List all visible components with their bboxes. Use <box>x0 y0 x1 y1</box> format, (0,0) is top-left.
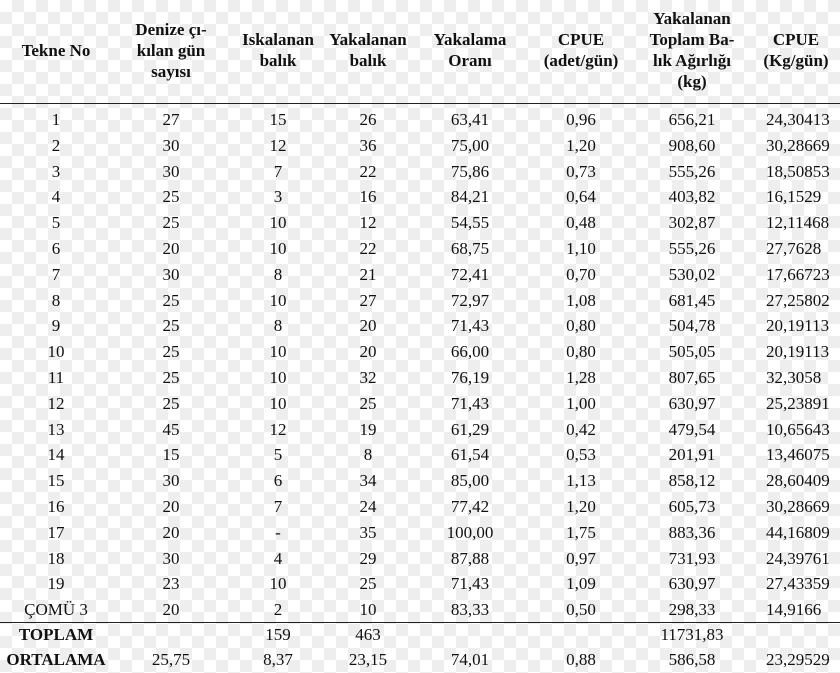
table-cell: 30,28669 <box>766 135 830 155</box>
summary-cell <box>410 622 530 648</box>
table-cell: 24,30413 <box>766 110 830 129</box>
table-cell: 19 <box>359 419 377 439</box>
summary-cell: 586,58 <box>668 650 716 669</box>
summary-cell: 11731,83 <box>660 625 724 644</box>
table-cell: 100,00 <box>446 522 494 542</box>
table-cell: 18 <box>47 548 65 568</box>
table-cell: 85,00 <box>450 471 490 491</box>
table-row <box>0 520 840 546</box>
table-cell: 25 <box>359 574 377 594</box>
table-cell: 68,75 <box>450 239 490 258</box>
table-cell: 14,9166 <box>766 600 822 620</box>
header-cpue-kg: CPUE (Kg/gün) <box>763 30 829 70</box>
table-cell: 30,28669 <box>766 497 830 516</box>
table-cell: 883,36 <box>668 522 716 542</box>
table-row <box>0 417 840 443</box>
table-cell: 84,21 <box>450 187 490 207</box>
table-cell: 1,20 <box>566 497 596 516</box>
table-cell: 13 <box>47 419 65 439</box>
table-cell: 201,91 <box>668 445 716 465</box>
table-cell: 15 <box>269 110 287 129</box>
table-cell: 1,09 <box>566 574 596 594</box>
table-cell: 1,00 <box>566 393 596 413</box>
table-cell: 0,80 <box>566 342 596 362</box>
table-cell: ÇOMÜ 3 <box>24 600 88 620</box>
table-row <box>0 313 840 339</box>
table-cell: 76,19 <box>450 368 490 387</box>
table-cell: 44,16809 <box>766 522 830 542</box>
table-cell: 1,20 <box>566 135 596 155</box>
table-cell: 28,60409 <box>766 471 830 491</box>
table-cell: 20 <box>162 239 180 258</box>
table-cell: 30 <box>162 548 180 568</box>
table-cell: 25 <box>162 316 180 336</box>
table-cell: 11 <box>47 368 65 387</box>
table-row <box>0 442 840 468</box>
table-cell: 30 <box>162 471 180 491</box>
table-cell: 61,54 <box>450 445 490 465</box>
table-cell: 555,26 <box>668 161 716 181</box>
table-cell: 24,39761 <box>766 548 830 568</box>
table-cell: 14 <box>47 445 65 465</box>
table-cell: 10 <box>269 368 287 387</box>
table-row <box>0 571 840 597</box>
table-cell: 0,97 <box>566 548 596 568</box>
table-cell: 18,50853 <box>766 161 830 181</box>
table-cell: 9 <box>51 316 61 336</box>
table-cell: 1,08 <box>566 290 596 310</box>
table-cell: 1,28 <box>566 368 596 387</box>
table-cell: 20,19113 <box>766 342 830 362</box>
table-cell: 7 <box>273 161 283 181</box>
summary-cell: 463 <box>355 625 381 644</box>
table-cell: 10 <box>269 574 287 594</box>
table-cell: 17,66723 <box>766 264 830 284</box>
table-cell: 479,54 <box>668 419 716 439</box>
table-cell: 0,53 <box>566 445 596 465</box>
table-cell: 302,87 <box>668 213 716 233</box>
table-cell: 8 <box>51 290 61 310</box>
table-row <box>0 236 840 262</box>
table-cell: 10 <box>269 239 287 258</box>
table-cell: 5 <box>273 445 283 465</box>
table-cell: 656,21 <box>668 110 716 129</box>
summary-cell <box>112 622 230 648</box>
header-rule <box>0 103 840 104</box>
table-cell: 71,43 <box>450 316 490 336</box>
summary-cell <box>766 622 840 648</box>
table-row <box>0 133 840 159</box>
table-cell: 25 <box>162 368 180 387</box>
summary-cell: 74,01 <box>450 650 490 669</box>
table-cell: 2 <box>51 135 61 155</box>
table-cell: 54,55 <box>450 213 490 233</box>
header-yakalanan-balik: Yakalanan balık <box>329 30 407 70</box>
table-cell: 61,29 <box>450 419 490 439</box>
table-cell: 7 <box>51 264 61 284</box>
table-cell: 34 <box>359 471 377 491</box>
table-cell: 77,42 <box>450 497 490 516</box>
table-cell: 4 <box>51 187 61 207</box>
table-cell: 20 <box>359 342 377 362</box>
table-cell: 27,25802 <box>766 290 830 310</box>
table-cell: 504,78 <box>668 316 716 336</box>
table-cell: 555,26 <box>668 239 716 258</box>
table-cell: 27 <box>359 290 377 310</box>
table-cell: 20 <box>359 316 377 336</box>
table-cell: 32 <box>359 368 377 387</box>
table-cell: 15 <box>162 445 180 465</box>
table-cell: 72,97 <box>450 290 490 310</box>
table-cell: 505,05 <box>668 342 716 362</box>
table-cell: 7 <box>273 497 283 516</box>
summary-label: ORTALAMA <box>6 650 106 669</box>
summary-cell: 25,75 <box>151 650 191 669</box>
table-cell: 1,13 <box>566 471 596 491</box>
table-row <box>0 159 840 185</box>
table-cell: 0,64 <box>566 187 596 207</box>
table-cell: 2 <box>273 600 283 620</box>
table-cell: 71,43 <box>450 393 490 413</box>
summary-cell: 8,37 <box>263 650 293 669</box>
table-cell: 25 <box>162 342 180 362</box>
table-cell: 16 <box>47 497 65 516</box>
table-cell: 32,3058 <box>766 368 822 387</box>
table-row <box>0 210 840 236</box>
table-cell: 0,42 <box>566 419 596 439</box>
table-cell: 27,43359 <box>766 574 830 594</box>
table-cell: 25 <box>162 187 180 207</box>
table-row <box>0 262 840 288</box>
table-cell: 36 <box>359 135 377 155</box>
table-cell: 8 <box>363 445 373 465</box>
table-cell: 1,75 <box>566 522 596 542</box>
table-cell: 8 <box>273 316 283 336</box>
table-cell: 630,97 <box>668 393 716 413</box>
table-cell: 20 <box>162 600 180 620</box>
table-cell: 25 <box>162 290 180 310</box>
table-cell: 10 <box>47 342 65 362</box>
table-cell: 75,00 <box>450 135 490 155</box>
average-row <box>0 647 840 673</box>
table-cell: 12 <box>269 419 287 439</box>
table-cell: 45 <box>162 419 180 439</box>
table-cell: 6 <box>273 471 283 491</box>
table-cell: 10 <box>269 393 287 413</box>
header-cpue-adet: CPUE (adet/gün) <box>543 30 619 70</box>
table-row <box>0 391 840 417</box>
table-cell: 22 <box>359 239 377 258</box>
table-cell: 605,73 <box>668 497 716 516</box>
table-row <box>0 184 840 210</box>
table-row <box>0 107 840 133</box>
table-cell: 23 <box>162 574 180 594</box>
table-cell: 1,10 <box>566 239 596 258</box>
table-cell: 30 <box>162 135 180 155</box>
table-cell: 6 <box>51 239 61 258</box>
table-cell: 16 <box>359 187 377 207</box>
table-cell: 16,1529 <box>766 187 822 207</box>
table-cell: 10 <box>359 600 377 620</box>
table-cell: 66,00 <box>450 342 490 362</box>
table-row <box>0 365 840 391</box>
table-cell: 5 <box>51 213 61 233</box>
table-cell: 10 <box>269 342 287 362</box>
table-header <box>0 0 840 100</box>
table-cell: 25 <box>162 213 180 233</box>
table-cell: 4 <box>273 548 283 568</box>
table-cell: 30 <box>162 264 180 284</box>
table-cell: 87,88 <box>450 548 490 568</box>
table-cell: 63,41 <box>450 110 490 129</box>
summary-cell: 23,15 <box>348 650 388 669</box>
table-row <box>0 339 840 365</box>
summary-cell: 0,88 <box>566 650 596 669</box>
table-cell: 0,96 <box>566 110 596 129</box>
table-cell: 0,48 <box>566 213 596 233</box>
header-tekne-no: Tekne No <box>21 40 91 60</box>
table-cell: 0,73 <box>566 161 596 181</box>
table-row <box>0 288 840 314</box>
table-cell: 807,65 <box>668 368 716 387</box>
table-cell: 630,97 <box>668 574 716 594</box>
table-cell: 681,45 <box>668 290 716 310</box>
table-cell: 75,86 <box>450 161 490 181</box>
table-cell: 35 <box>359 522 377 542</box>
table-row <box>0 546 840 572</box>
table-cell: 10 <box>269 290 287 310</box>
table-cell: 530,02 <box>668 264 716 284</box>
table-cell: 12 <box>359 213 377 233</box>
header-denize-cikilan-gun: Denize çı- kılan gün sayısı <box>135 19 207 81</box>
table-cell: 25 <box>162 393 180 413</box>
table-cell: 0,80 <box>566 316 596 336</box>
summary-label: TOPLAM <box>18 625 94 644</box>
table-cell: - <box>275 522 281 542</box>
table-cell: 0,50 <box>566 600 596 620</box>
table-cell: 3 <box>273 187 283 207</box>
table-cell: 26 <box>359 110 377 129</box>
summary-cell: 159 <box>265 625 291 644</box>
table-row <box>0 468 840 494</box>
table-cell: 298,33 <box>668 600 716 620</box>
table-cell: 10 <box>269 213 287 233</box>
table-cell: 13,46075 <box>766 445 830 465</box>
table-cell: 27 <box>162 110 180 129</box>
table-row <box>0 494 840 520</box>
total-row <box>0 622 840 648</box>
table-cell: 10,65643 <box>766 419 830 439</box>
table-cell: 20 <box>162 522 180 542</box>
table-cell: 0,70 <box>566 264 596 284</box>
table-cell: 24 <box>359 497 377 516</box>
table-cell: 27,7628 <box>766 239 822 258</box>
table-cell: 20 <box>162 497 180 516</box>
table-cell: 20,19113 <box>766 316 830 336</box>
table-cell: 72,41 <box>450 264 490 284</box>
table-cell: 22 <box>359 161 377 181</box>
table-cell: 3 <box>51 161 61 181</box>
table-cell: 19 <box>47 574 65 594</box>
table-cell: 83,33 <box>450 600 490 620</box>
table-cell: 12 <box>47 393 65 413</box>
summary-cell <box>530 622 632 648</box>
table-cell: 12 <box>269 135 287 155</box>
header-iskalanan-balik: Iskalanan balık <box>242 30 314 70</box>
table-cell: 21 <box>359 264 377 284</box>
table-cell: 858,12 <box>668 471 716 491</box>
table-cell: 25,23891 <box>766 393 830 413</box>
header-toplam-agirlik: Yakalanan Toplam Ba- lık Ağırlığı (kg) <box>649 9 735 91</box>
table-cell: 731,93 <box>668 548 716 568</box>
summary-cell: 23,29529 <box>766 650 830 669</box>
table-cell: 25 <box>359 393 377 413</box>
table-cell: 17 <box>47 522 65 542</box>
table-cell: 15 <box>47 471 65 491</box>
table-cell: 8 <box>273 264 283 284</box>
table-cell: 1 <box>51 110 61 129</box>
table-row <box>0 597 840 623</box>
table-cell: 403,82 <box>668 187 716 207</box>
table-cell: 29 <box>359 548 377 568</box>
table-cell: 908,60 <box>668 135 716 155</box>
table-cell: 71,43 <box>450 574 490 594</box>
table-cell: 30 <box>162 161 180 181</box>
header-yakalama-orani: Yakalama Oranı <box>433 30 507 70</box>
table-cell: 12,11468 <box>766 213 830 233</box>
